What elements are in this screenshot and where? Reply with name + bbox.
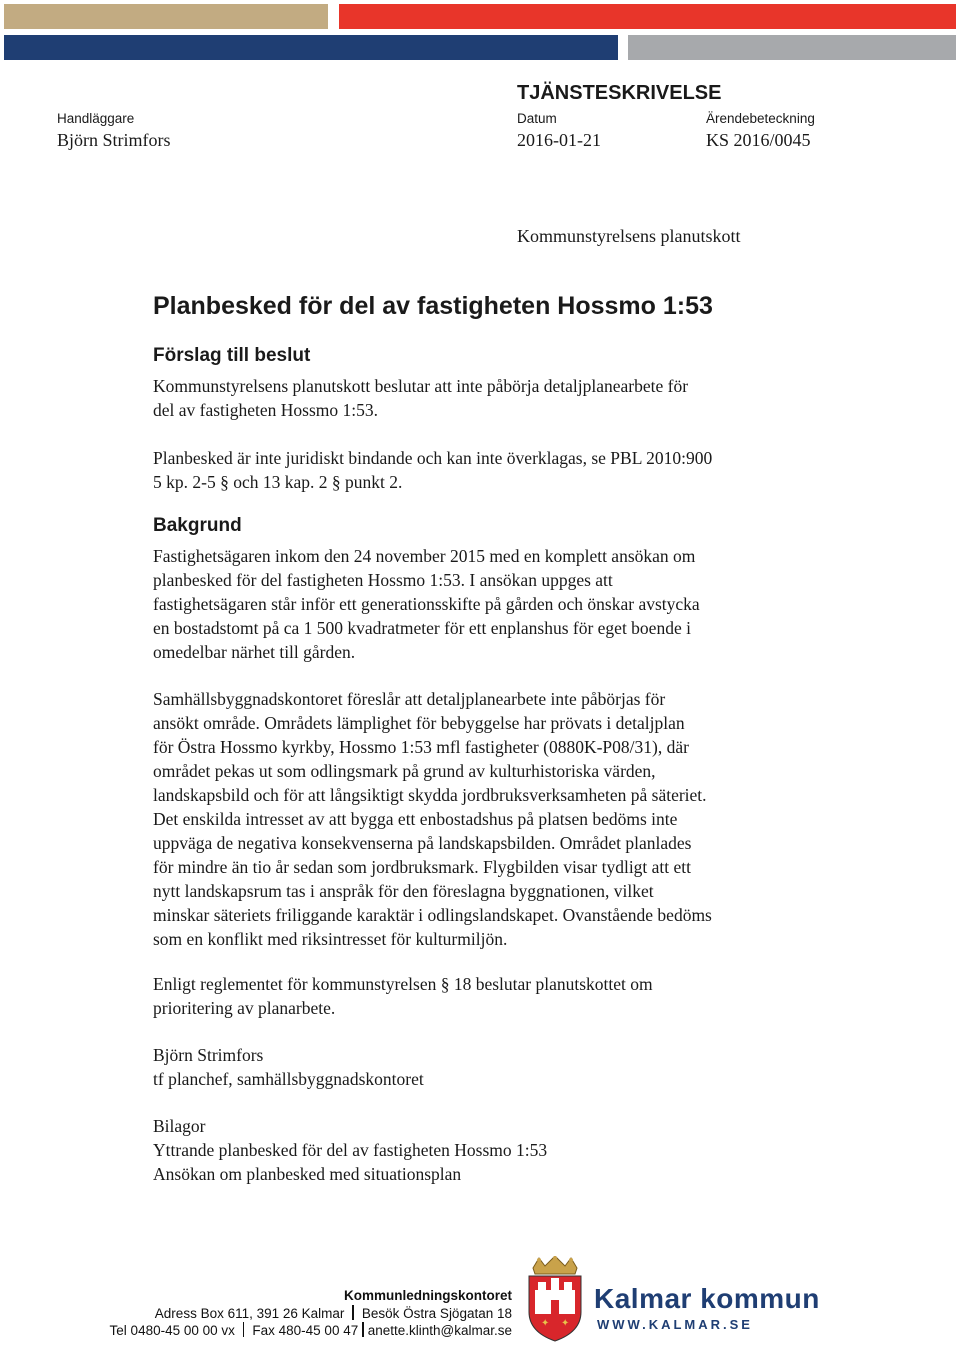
footer-tel: Tel 0480-45 00 00 vx xyxy=(109,1323,235,1338)
top-bar-gray xyxy=(628,35,956,60)
document-type: TJÄNSTESKRIVELSE xyxy=(517,82,722,104)
text-line: nytt landskapsrum tas i anspråk för den föreslagna byggnationen, vilket xyxy=(153,881,654,901)
footer-office: Kommunledningskontoret xyxy=(344,1288,512,1303)
svg-text:✦: ✦ xyxy=(541,1318,550,1329)
logo-name: Kalmar kommun xyxy=(594,1283,820,1314)
recipient: Kommunstyrelsens planutskott xyxy=(517,226,741,246)
footer-address-line xyxy=(155,1305,512,1321)
section-heading-forslag: Förslag till beslut xyxy=(153,345,311,366)
top-bar-gold xyxy=(4,4,328,29)
arende-value: KS 2016/0045 xyxy=(706,130,811,150)
paragraph-decision xyxy=(153,374,813,422)
text-line: uppväga de negativa konsekvenserna på landskapsbilden. Området planlades xyxy=(153,833,692,853)
handlaggare-value: Björn Strimfors xyxy=(57,130,171,150)
attachments-heading: Bilagor xyxy=(153,1116,206,1136)
footer-separator xyxy=(243,1322,245,1337)
text-line: ansökt område. Områdets lämplighet för bebyggelse har prövats i detaljplan xyxy=(153,713,685,733)
text-line: för mindre än tio år sedan som jordbruksmark. Flygbilden visar tydligt att ett xyxy=(153,857,692,877)
text-line: minskar säteriets friliggande karaktär i odlingslandskapet. Ovanstående bedöms xyxy=(153,905,712,925)
signature-title: tf planchef, samhällsbyggnadskontoret xyxy=(153,1069,424,1089)
top-bar-red xyxy=(339,4,956,29)
text-line: Enligt reglementet för kommunstyrelsen § 18 beslutar planutskottet om xyxy=(153,974,653,994)
footer-address: Adress Box 611, 391 26 Kalmar xyxy=(154,1306,345,1321)
signature-block xyxy=(153,1043,813,1091)
text-line: Samhällsbyggnadskontoret föreslår att detaljplanearbete inte påbörjas för xyxy=(153,689,666,709)
top-bar-navy xyxy=(4,35,618,60)
text-line: Planbesked är inte juridiskt bindande och kan inte överklagas, se PBL 2010:900 xyxy=(153,448,713,468)
footer-contact-line xyxy=(110,1322,512,1338)
signature-name: Björn Strimfors xyxy=(153,1045,264,1065)
paragraph-regulation xyxy=(153,972,813,1020)
footer-fax: Fax 480-45 00 47 xyxy=(252,1323,359,1338)
paragraph-background xyxy=(153,544,813,664)
attachment-item: Yttrande planbesked för del av fastigheten Hossmo 1:53 xyxy=(153,1140,548,1160)
text-line: planbesked för del fastigheten Hossmo 1:53. I ansökan uppges att xyxy=(153,570,613,590)
paragraph-planbesked-note xyxy=(153,446,813,494)
text-line: prioritering av planarbete. xyxy=(153,998,336,1018)
paragraph-assessment xyxy=(153,687,813,951)
text-line: landskapsbild och för att långsiktigt skydda jordbruksverksamheten på säteriet. xyxy=(153,785,707,805)
text-line: som en konflikt med riksintresset för kulturmiljön. xyxy=(153,929,508,949)
footer-email: anette.klinth@kalmar.se xyxy=(367,1323,512,1338)
text-line: 5 kp. 2-5 § och 13 kap. 2 § punkt 2. xyxy=(153,472,403,492)
section-heading-bakgrund: Bakgrund xyxy=(153,515,242,536)
attachments-block xyxy=(153,1114,813,1186)
text-line: en bostadstomt på ca 1 500 kvadratmeter för ett enplanshus för eget boende i xyxy=(153,618,691,638)
attachment-item: Ansökan om planbesked med situationsplan xyxy=(153,1164,462,1184)
datum-label: Datum xyxy=(517,111,557,126)
datum-value: 2016-01-21 xyxy=(517,130,601,150)
footer-separator xyxy=(352,1305,354,1320)
text-line: för Östra Hossmo kyrkby, Hossmo 1:53 mfl fastigheter (0880K-P08/31), där xyxy=(153,737,689,757)
page-title: Planbesked för del av fastigheten Hossmo 1:53 xyxy=(153,292,713,320)
text-line: del av fastigheten Hossmo 1:53. xyxy=(153,400,379,420)
text-line: omedelbar närhet till gården. xyxy=(153,642,356,662)
footer-visit: Besök Östra Sjögatan 18 xyxy=(361,1306,512,1321)
handlaggare-label: Handläggare xyxy=(57,111,135,126)
arende-label: Ärendebeteckning xyxy=(706,111,815,126)
text-line: området pekas ut som odlingsmark på grund av kulturhistoriska värden, xyxy=(153,761,656,781)
kalmar-coat-of-arms-icon xyxy=(525,1256,585,1342)
text-line: Kommunstyrelsens planutskott beslutar att inte påbörja detaljplanearbete för xyxy=(153,376,689,396)
logo-url: WWW.KALMAR.SE xyxy=(597,1317,753,1332)
svg-text:✦: ✦ xyxy=(561,1318,570,1329)
text-line: fastighetsägaren står inför ett generationsskifte på gården och önskar avstycka xyxy=(153,594,700,614)
footer-separator xyxy=(362,1322,364,1337)
text-line: Det enskilda intresset av att bygga ett enbostadshus på platsen bedöms inte xyxy=(153,809,678,829)
text-line: Fastighetsägaren inkom den 24 november 2015 med en komplett ansökan om xyxy=(153,546,696,566)
